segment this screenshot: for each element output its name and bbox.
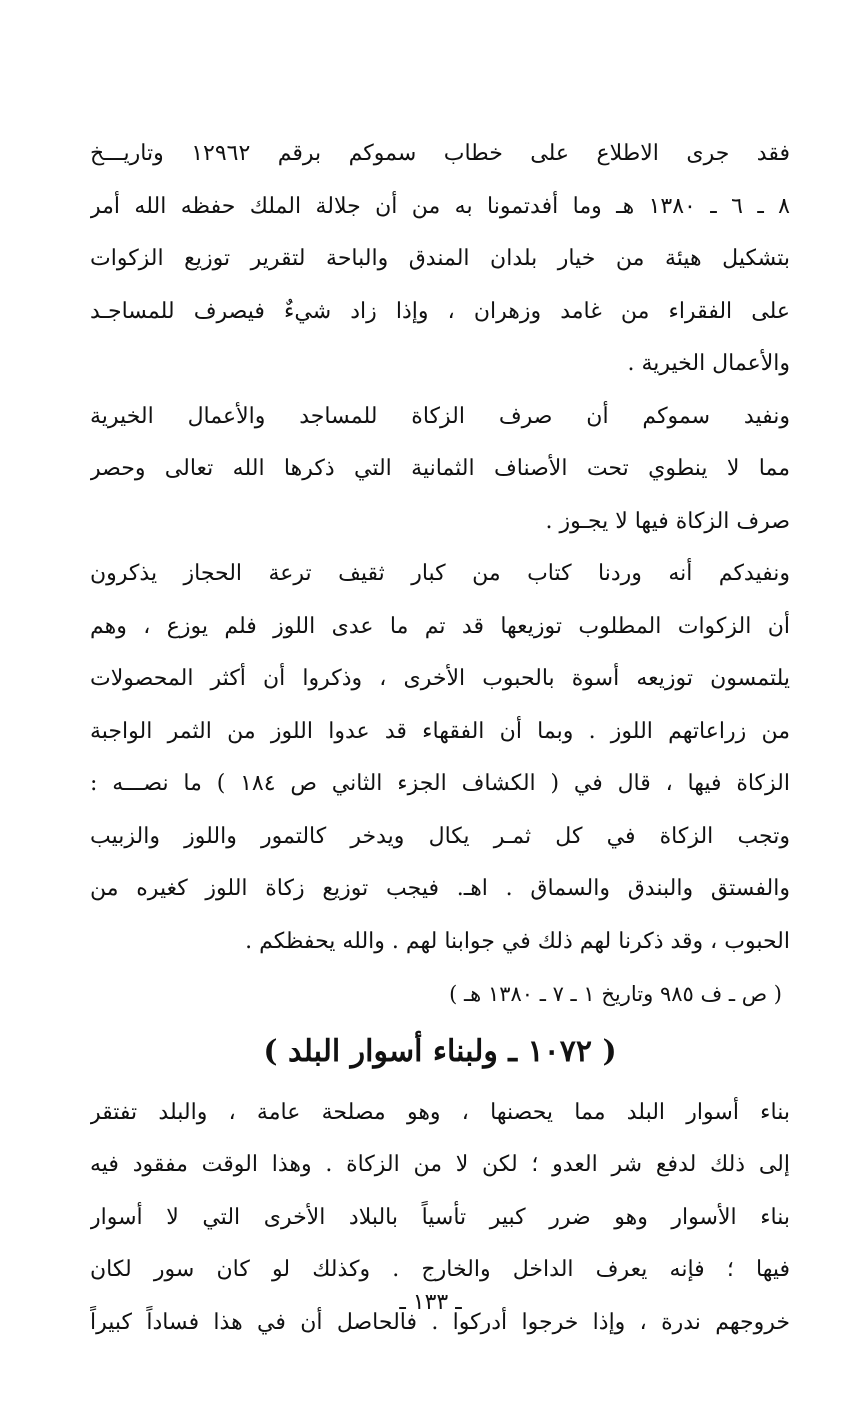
text-line: وتجب الزكاة في كل ثمـر يكال ويدخر كالتمور واللوز والزبيب	[90, 823, 790, 849]
text-line: والأعمال الخيرية .	[627, 351, 790, 376]
text-line: من زراعاتهم اللوز . وبما أن الفقهاء قد عدوا اللوز من الثمر الواجبة	[90, 718, 790, 744]
paragraph-1	[90, 128, 790, 391]
text-line: إلى ذلك لدفع شر العدو ؛ لكن لا من الزكاة . وهذا الوقت مفقود فيه	[90, 1152, 790, 1177]
text-line: مما لا ينطوي تحت الأصناف الثمانية التي ذكرها الله تعالى وحصر	[90, 456, 790, 481]
reference-citation: ( ص ـ ف ٩٨٥ وتاريخ ١ ـ ٧ ـ ١٣٨٠ هـ )	[449, 982, 782, 1006]
text-line: الزكاة فيها ، قال في ( الكشاف الجزء الثاني ص ١٨٤ ) ما نصـــه :	[90, 771, 790, 796]
text-line: بناء الأسوار وهو ضرر كبير تأسياً بالبلاد الأخرى التي لا أسوار	[90, 1204, 790, 1230]
text-line: والفستق والبندق والسماق . اهـ. فيجب توزيع زكاة اللوز كغيره من	[90, 876, 790, 901]
text-line: خروجهم ندرة ، وإذا خرجوا أدركوا . فالحاصل أن في هذا فساداً كبيراً	[90, 1309, 790, 1335]
section-heading: ( ١٠٧٢ ـ ولبناء أسوار البلد )	[263, 1033, 617, 1069]
page-number: ـ ١٣٣ ـ	[399, 1290, 462, 1315]
text-line: صرف الزكاة فيها لا يجـوز .	[545, 508, 790, 534]
text-line: ٨ ـ ٦ ـ ١٣٨٠ هـ وما أفدتمونا به من أن جلالة الملك حفظه الله أمر	[90, 193, 790, 219]
text-line: الحبوب ، وقد ذكرنا لهم ذلك في جوابنا لهم . والله يحفظكم .	[245, 928, 790, 954]
text-line: بناء أسوار البلد مما يحصنها ، وهو مصلحة عامة ، والبلد تفتقر	[90, 1099, 790, 1125]
text-line: فيها ؛ فإنه يعرف الداخل والخارج . وكذلك لو كان سور لكان	[90, 1257, 790, 1282]
text-line: ونفيدكم أنه وردنا كتاب من كبار ثقيف ترعة الحجاز يذكرون	[90, 561, 790, 586]
page-body	[90, 128, 790, 1349]
text-line: بتشكيل هيئة من خيار بلدان المندق والباحة لتقرير توزيع الزكوات	[90, 246, 790, 271]
text-line: فقد جرى الاطلاع على خطاب سموكم برقم ١٢٩٦٢ وتاريـــخ	[90, 141, 790, 166]
text-line: يلتمسون توزيعه أسوة بالحبوب الأخرى ، وذكروا أن أكثر المحصولات	[90, 666, 790, 691]
text-line: ونفيد سموكم أن صرف الزكاة للمساجد والأعمال الخيرية	[90, 403, 790, 429]
paragraph-3	[90, 548, 790, 968]
paragraph-2	[90, 391, 790, 549]
text-line: أن الزكوات المطلوب توزيعها قد تم ما عدى اللوز فلم يوزع ، وهم	[90, 613, 790, 639]
text-line: على الفقراء من غامد وزهران ، وإذا زاد شيءٌ فيصرف للمساجـد	[90, 298, 790, 324]
